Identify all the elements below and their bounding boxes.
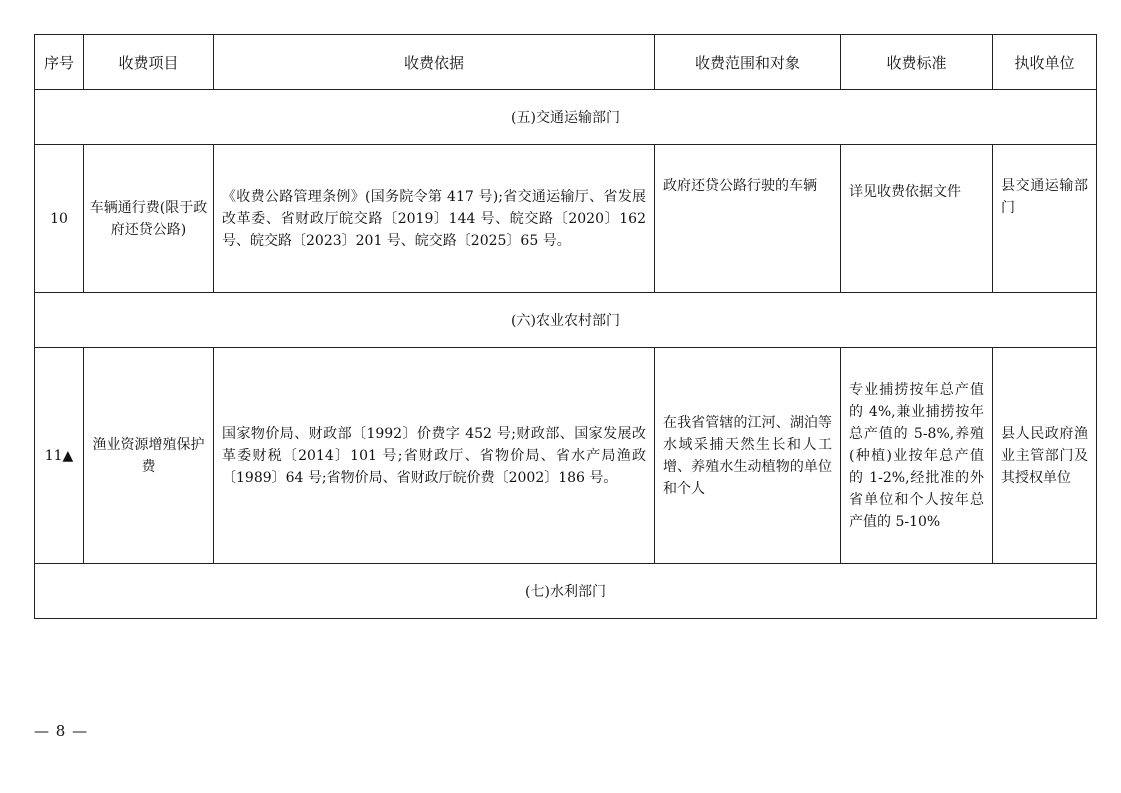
section-title: (七)水利部门: [35, 564, 1097, 619]
row-number: 10: [35, 145, 84, 293]
fee-item: 渔业资源增殖保护费: [84, 348, 214, 564]
header-no: 序号: [35, 35, 84, 90]
header-item: 收费项目: [84, 35, 214, 90]
collecting-unit: 县交通运输部门: [993, 145, 1097, 293]
section-title: (五)交通运输部门: [35, 90, 1097, 145]
header-unit: 执收单位: [993, 35, 1097, 90]
collecting-unit: 县人民政府渔业主管部门及其授权单位: [993, 348, 1097, 564]
fee-basis: 国家物价局、财政部〔1992〕价费字 452 号;财政部、国家发展改革委财税〔2014〕101 号;省财政厅、省物价局、省水产局渔政〔1989〕64 号;省物价局、省财政厅皖价费〔2002〕186 号。: [214, 348, 655, 564]
table-row: [35, 348, 1097, 564]
header-scope: 收费范围和对象: [655, 35, 841, 90]
fee-basis: 《收费公路管理条例》(国务院令第 417 号);省交通运输厅、省发展改革委、省财政厅皖交路〔2019〕144 号、皖交路〔2020〕162 号、皖交路〔2023〕201 号、皖交路〔2025〕65 号。: [214, 145, 655, 293]
section-title: (六)农业农村部门: [35, 293, 1097, 348]
section-row: [35, 293, 1097, 348]
fee-standard: 专业捕捞按年总产值的 4%,兼业捕捞按年总产值的 5-8%,养殖(种植)业按年总产值的 1-2%,经批准的外省单位和个人按年总产值的 5-10%: [841, 348, 993, 564]
fee-standard: 详见收费依据文件: [841, 145, 993, 293]
header-standard: 收费标准: [841, 35, 993, 90]
row-number: 11▲: [35, 348, 84, 564]
header-row: [35, 35, 1097, 90]
fee-scope: 在我省管辖的江河、湖泊等水域采捕天然生长和人工增、养殖水生动植物的单位和个人: [655, 348, 841, 564]
header-basis: 收费依据: [214, 35, 655, 90]
fee-table: [34, 34, 1097, 619]
section-row: [35, 90, 1097, 145]
fee-item: 车辆通行费(限于政府还贷公路): [84, 145, 214, 293]
table-row: [35, 145, 1097, 293]
fee-scope: 政府还贷公路行驶的车辆: [655, 145, 841, 293]
page-number: — 8 —: [34, 722, 89, 740]
section-row: [35, 564, 1097, 619]
